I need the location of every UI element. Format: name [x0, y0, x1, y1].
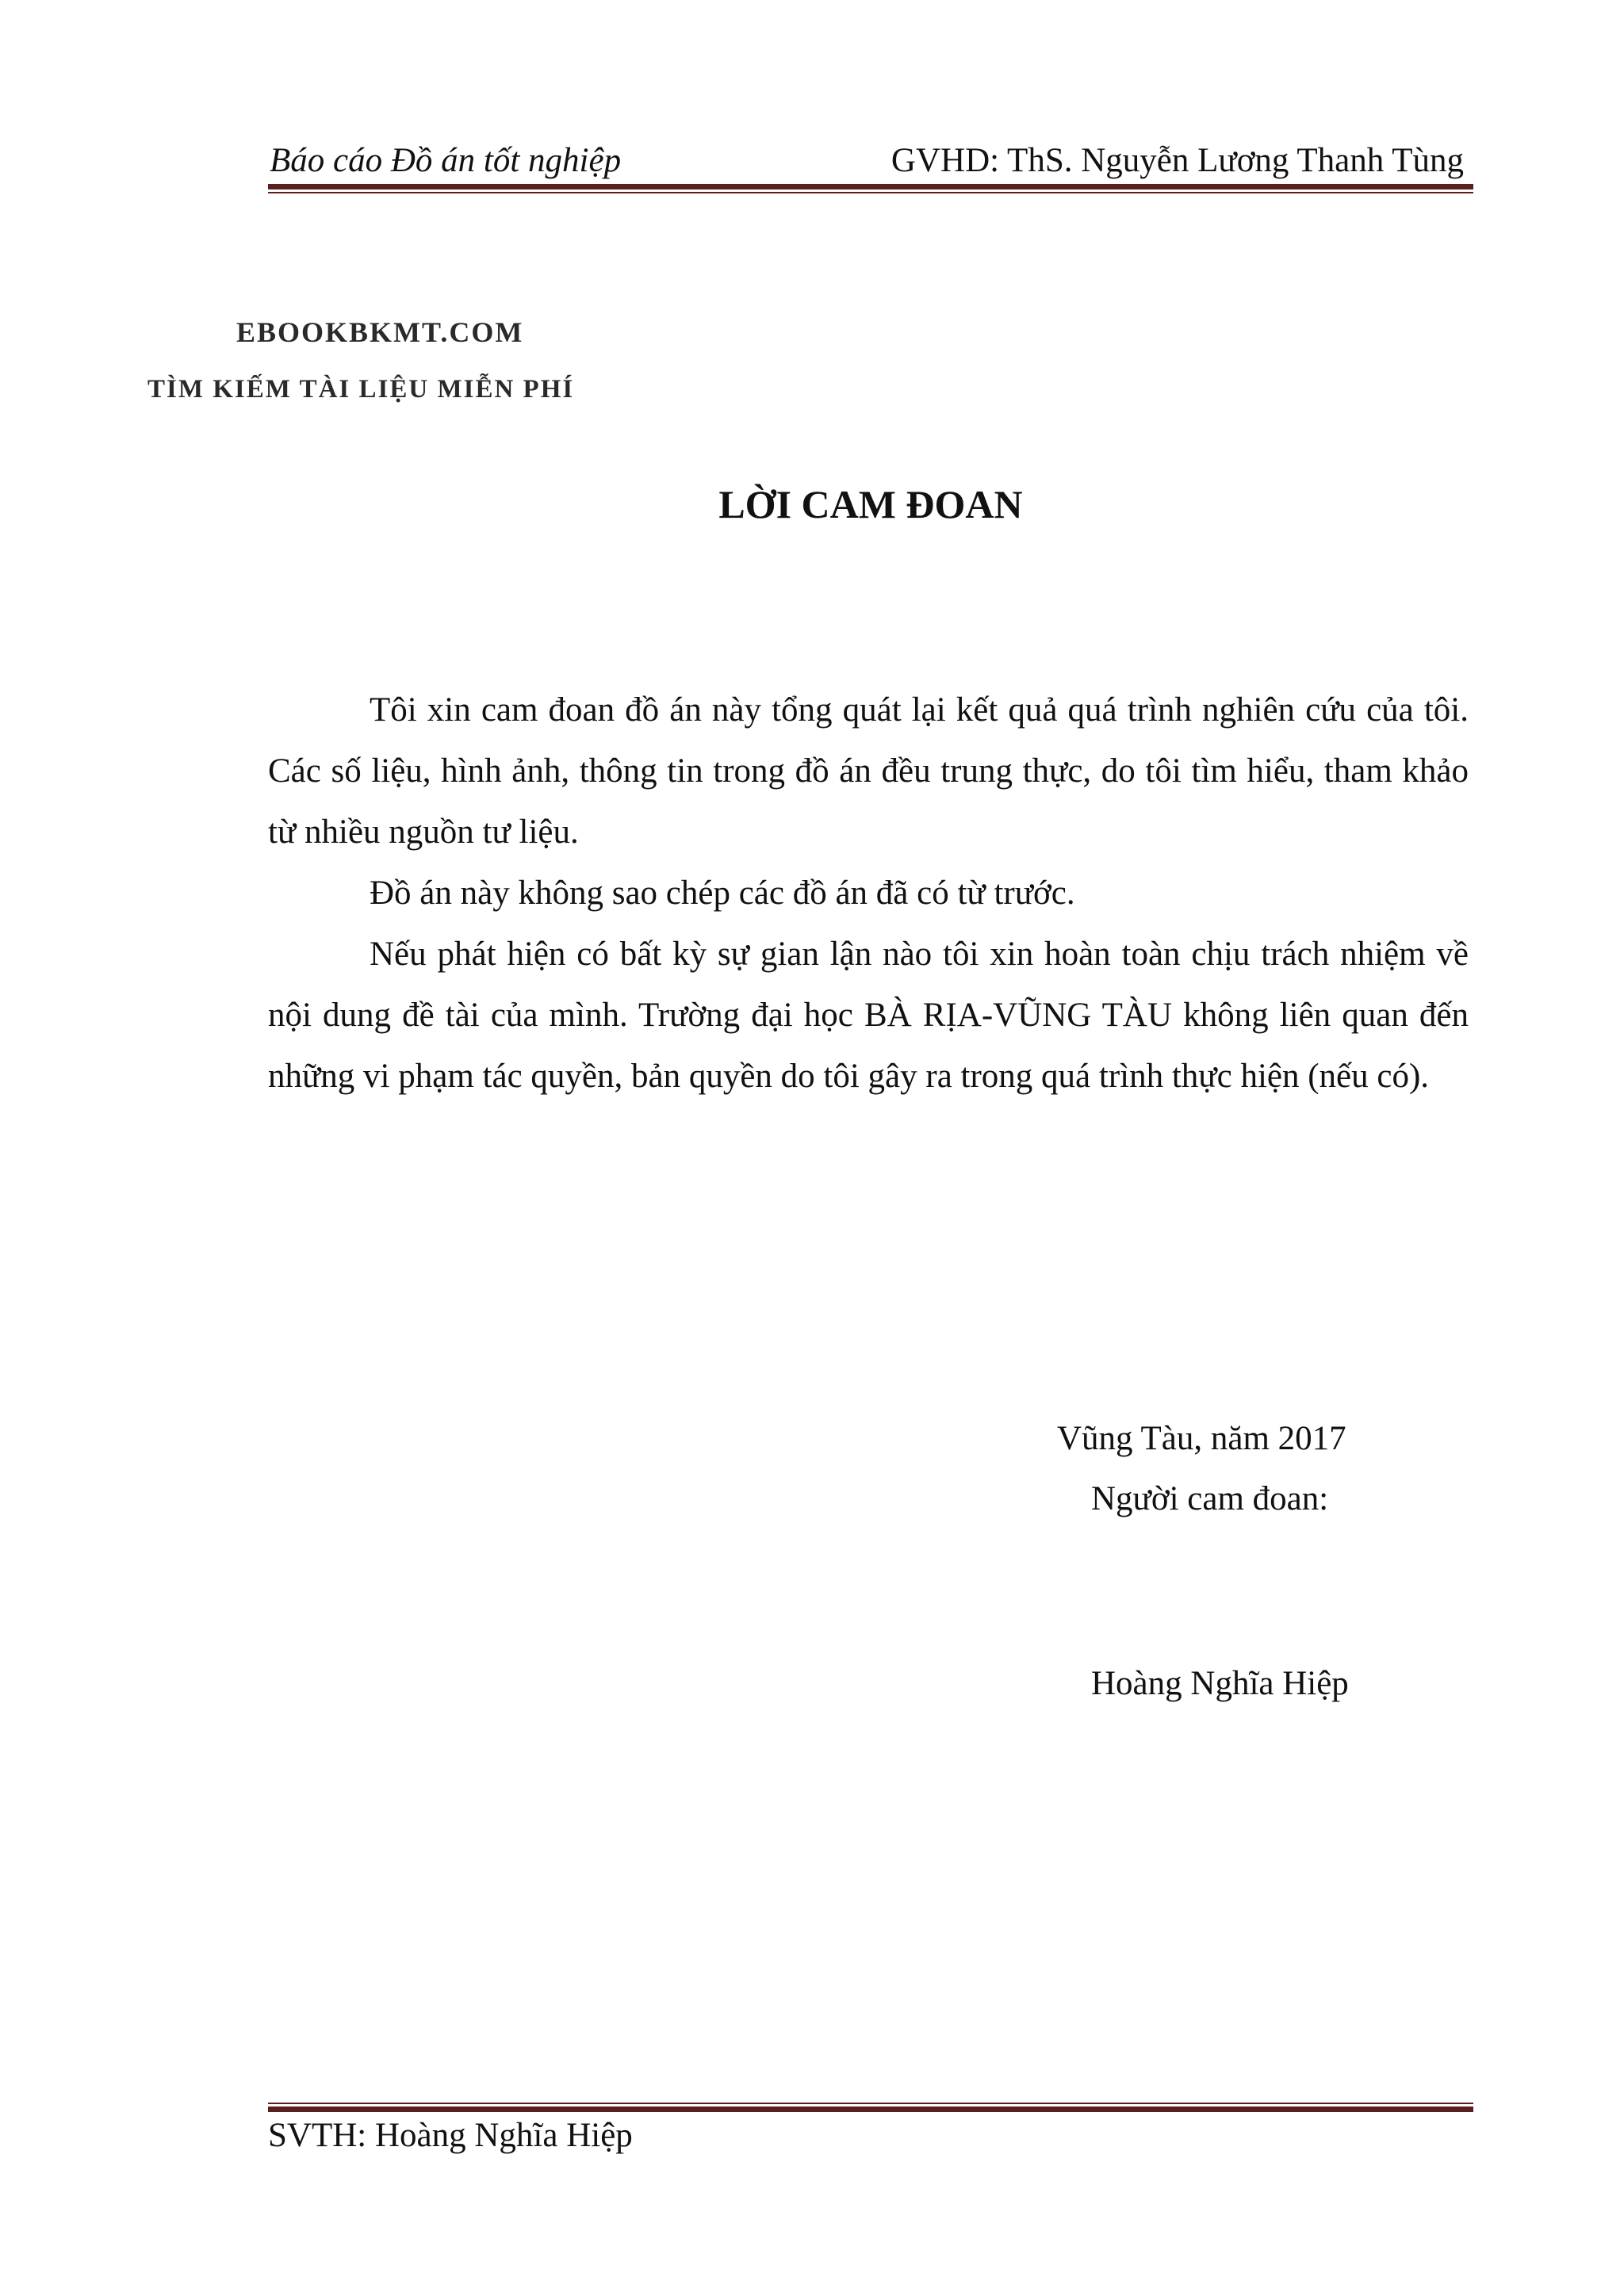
- declaration-body: [268, 679, 1469, 1107]
- page-header: [268, 133, 1473, 184]
- paragraph: Tôi xin cam đoan đồ án này tổng quát lại kết quả quá trình nghiên cứu của tôi. Các số liệu, hình ảnh, thông tin trong đồ án đều trung thực, do tôi tìm hiểu, tham khảo từ nhiều nguồn tư liệu.: [268, 691, 1469, 851]
- signature-place-date: Vũng Tàu, năm 2017: [1057, 1420, 1346, 1457]
- paragraph: Nếu phát hiện có bất kỳ sự gian lận nào tôi xin hoàn toàn chịu trách nhiệm về nội dung đề tài của mình. Trường đại học BÀ RỊA-VŨNG TÀU không liên quan đến những vi phạm tác quyền, bản quyền do tôi gây ra trong quá trình thực hiện (nếu có).: [268, 936, 1469, 1095]
- header-divider-thin: [268, 192, 1473, 193]
- footer-divider-thin: [268, 2103, 1473, 2104]
- footer-divider: [268, 2107, 1473, 2112]
- watermark-site: EBOOKBKMT.COM: [236, 316, 524, 348]
- signature-role: Người cam đoan:: [1091, 1480, 1329, 1517]
- signature-name: Hoàng Nghĩa Hiệp: [1091, 1665, 1349, 1702]
- header-divider: [268, 184, 1473, 189]
- page-title: LỜI CAM ĐOAN: [718, 482, 1023, 526]
- footer-student: SVTH: Hoàng Nghĩa Hiệp: [268, 2117, 633, 2154]
- watermark-slogan: TÌM KIẾM TÀI LIỆU MIỄN PHÍ: [147, 375, 575, 404]
- paragraph: Đồ án này không sao chép các đồ án đã có từ trước.: [370, 874, 1075, 912]
- report-title: Báo cáo Đồ án tốt nghiệp: [270, 142, 622, 179]
- supervisor-name: GVHD: ThS. Nguyễn Lương Thanh Tùng: [891, 142, 1464, 179]
